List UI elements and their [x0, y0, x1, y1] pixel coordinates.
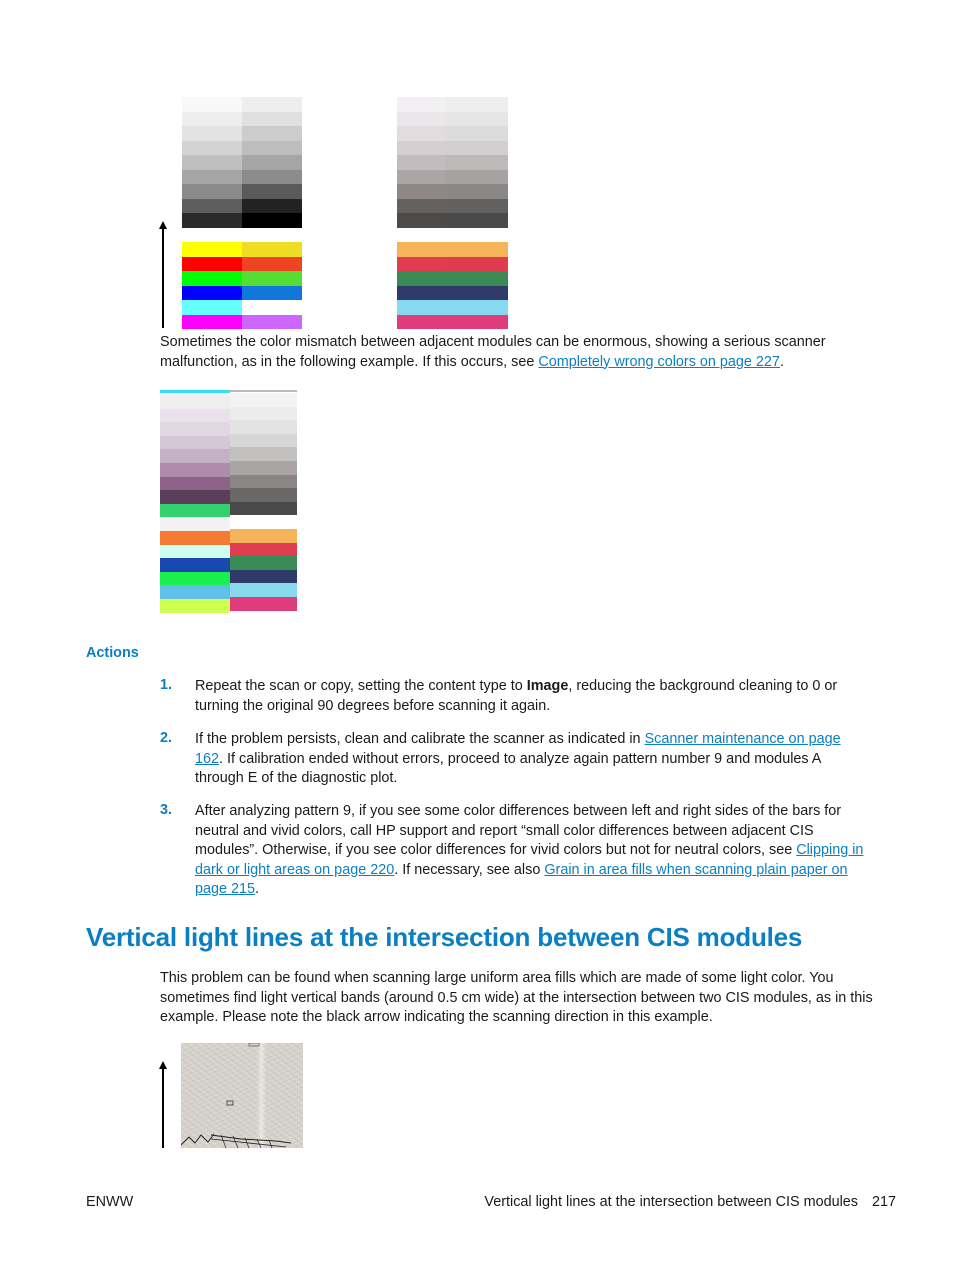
step-text: . If necessary, see also	[394, 861, 545, 878]
color-swatch	[397, 271, 445, 286]
color-swatch	[182, 112, 242, 127]
color-swatch	[445, 184, 508, 199]
section-heading: Vertical light lines at the intersection between CIS modules	[86, 922, 803, 952]
color-swatch	[230, 556, 297, 570]
color-swatch	[242, 141, 302, 156]
color-swatch	[242, 242, 302, 257]
color-swatch	[397, 141, 445, 156]
color-swatch	[230, 488, 297, 502]
color-swatch	[182, 97, 242, 112]
color-swatch	[160, 422, 230, 436]
link-grain-in-area-fills[interactable]: Grain in area fills when scanning plain paper on page 215	[195, 861, 848, 897]
step-2-text	[195, 730, 860, 789]
color-swatch	[160, 517, 230, 531]
gray-top-bar	[230, 390, 297, 392]
color-swatch	[242, 213, 302, 228]
color-swatch	[182, 170, 242, 185]
color-swatch	[160, 409, 230, 423]
color-swatch	[242, 155, 302, 170]
color-swatch	[230, 420, 297, 434]
color-swatch	[445, 112, 508, 127]
color-swatch	[445, 141, 508, 156]
color-swatch	[182, 213, 242, 228]
color-swatch	[160, 572, 230, 586]
step-number: 1.	[160, 677, 173, 693]
color-swatch	[230, 475, 297, 489]
color-swatch	[182, 315, 242, 330]
actions-heading: Actions	[86, 645, 139, 661]
body-paragraph	[160, 333, 860, 372]
mismatch-chart-left-column	[160, 395, 230, 613]
swatch-chart-right-column	[242, 97, 302, 329]
step-number: 3.	[160, 802, 173, 818]
color-swatch	[445, 228, 508, 243]
color-swatch	[160, 504, 230, 518]
color-swatch	[230, 461, 297, 475]
color-swatch	[242, 97, 302, 112]
color-swatch	[242, 257, 302, 272]
color-swatch	[182, 184, 242, 199]
color-swatch	[160, 545, 230, 559]
color-swatch	[445, 199, 508, 214]
color-swatch	[242, 271, 302, 286]
color-swatch	[182, 257, 242, 272]
color-swatch	[397, 213, 445, 228]
color-swatch	[182, 199, 242, 214]
color-swatch	[445, 271, 508, 286]
step-text: After analyzing pattern 9, if you see some color differences between left and right sides of the bars for neutral and vivid colors, call HP support and report “small color differences between adjacent CIS modules”. Otherwise, if you see color differences for vivid colors but not for neutral colors, see	[195, 803, 842, 858]
color-swatch	[182, 300, 242, 315]
footer-title: Vertical light lines at the intersection between CIS modules	[484, 1194, 858, 1210]
color-swatch	[242, 300, 302, 315]
bold-term-image: Image	[526, 678, 569, 694]
color-swatch	[160, 558, 230, 572]
color-swatch	[242, 184, 302, 199]
scan-direction-arrow	[162, 228, 164, 328]
color-swatch	[445, 242, 508, 257]
color-swatch	[445, 97, 508, 112]
color-swatch	[397, 97, 445, 112]
page-number: 217	[871, 1194, 896, 1210]
color-swatch	[182, 228, 242, 243]
color-swatch	[230, 447, 297, 461]
color-swatch	[230, 502, 297, 516]
color-swatch	[242, 286, 302, 301]
color-swatch	[160, 436, 230, 450]
step-text: If the problem persists, clean and calibrate the scanner as indicated in	[195, 731, 645, 747]
color-swatch	[445, 315, 508, 330]
color-swatch	[242, 126, 302, 141]
sketch-lines	[181, 1043, 303, 1148]
color-swatch	[160, 463, 230, 477]
color-swatch	[182, 155, 242, 170]
color-swatch	[160, 599, 230, 613]
color-swatch	[230, 434, 297, 448]
color-swatch	[445, 213, 508, 228]
step-number: 2.	[160, 730, 173, 746]
color-swatch	[397, 315, 445, 330]
paragraph-text: Sometimes the color mismatch between adjacent modules can be enormous, showing a serious scanner malfunction, as in the following example. If this occurs, see	[160, 334, 826, 370]
color-swatch	[160, 449, 230, 463]
step-1-text	[195, 677, 875, 716]
link-completely-wrong-colors[interactable]: Completely wrong colors on page 227	[538, 353, 780, 370]
color-swatch	[160, 585, 230, 599]
color-swatch	[397, 257, 445, 272]
step-3-text	[195, 802, 880, 900]
color-swatch	[397, 184, 445, 199]
step-text: , reducing the background cleaning to 0 or turning the original 90 degrees before scanning it again.	[195, 678, 838, 714]
color-swatch	[445, 170, 508, 185]
color-swatch	[397, 242, 445, 257]
color-swatch	[445, 155, 508, 170]
color-swatch	[230, 393, 297, 407]
color-swatch	[397, 170, 445, 185]
color-swatch	[397, 126, 445, 141]
color-swatch	[242, 315, 302, 330]
color-swatch	[160, 531, 230, 545]
footer-right	[484, 1194, 896, 1210]
color-swatch	[230, 543, 297, 557]
color-swatch	[160, 395, 230, 409]
link-clipping[interactable]: Clipping in dark or light areas on page 220	[195, 842, 864, 878]
color-swatch	[242, 199, 302, 214]
color-swatch	[182, 271, 242, 286]
color-swatch	[182, 126, 242, 141]
color-swatch	[242, 112, 302, 127]
color-swatch	[397, 112, 445, 127]
step-text: . If calibration ended without errors, proceed to analyze again pattern number 9 and modules A through E of the diagnostic plot.	[195, 750, 821, 786]
swatch-chart-left-column	[182, 97, 242, 329]
body-paragraph: This problem can be found when scanning large uniform area fills which are made of some light color. You sometimes find light vertical bands (around 0.5 cm wide) at the intersection between two CIS modules, as in this example. Please note the black arrow indicating the scanning direction in this example.	[160, 970, 873, 1025]
color-swatch	[230, 529, 297, 543]
color-swatch	[182, 242, 242, 257]
scanned-area-fill-image	[181, 1043, 303, 1148]
mismatch-chart-right-column	[230, 393, 297, 611]
footer-left: ENWW	[86, 1194, 134, 1210]
color-swatch	[182, 286, 242, 301]
color-swatch	[397, 199, 445, 214]
color-swatch	[445, 300, 508, 315]
color-swatch	[397, 286, 445, 301]
paragraph-end: .	[779, 353, 784, 370]
step-text: Repeat the scan or copy, setting the content type to	[195, 678, 527, 694]
color-swatch	[445, 126, 508, 141]
color-swatch	[445, 286, 508, 301]
color-swatch	[182, 141, 242, 156]
color-swatch	[242, 228, 302, 243]
color-swatch	[397, 300, 445, 315]
color-swatch	[242, 170, 302, 185]
step-text: .	[255, 881, 260, 897]
swatch-chart-right-column	[445, 97, 508, 329]
color-swatch	[445, 257, 508, 272]
color-swatch	[160, 490, 230, 504]
color-swatch	[230, 515, 297, 529]
color-swatch	[230, 407, 297, 421]
color-swatch	[397, 155, 445, 170]
color-swatch	[397, 228, 445, 243]
cyan-top-bar	[160, 390, 230, 393]
scan-direction-arrow	[162, 1068, 164, 1148]
color-swatch	[230, 597, 297, 611]
color-swatch	[230, 583, 297, 597]
swatch-chart-left-column	[397, 97, 445, 329]
color-swatch	[160, 477, 230, 491]
color-swatch	[230, 570, 297, 584]
link-scanner-maintenance[interactable]: Scanner maintenance on page 162	[195, 731, 841, 767]
